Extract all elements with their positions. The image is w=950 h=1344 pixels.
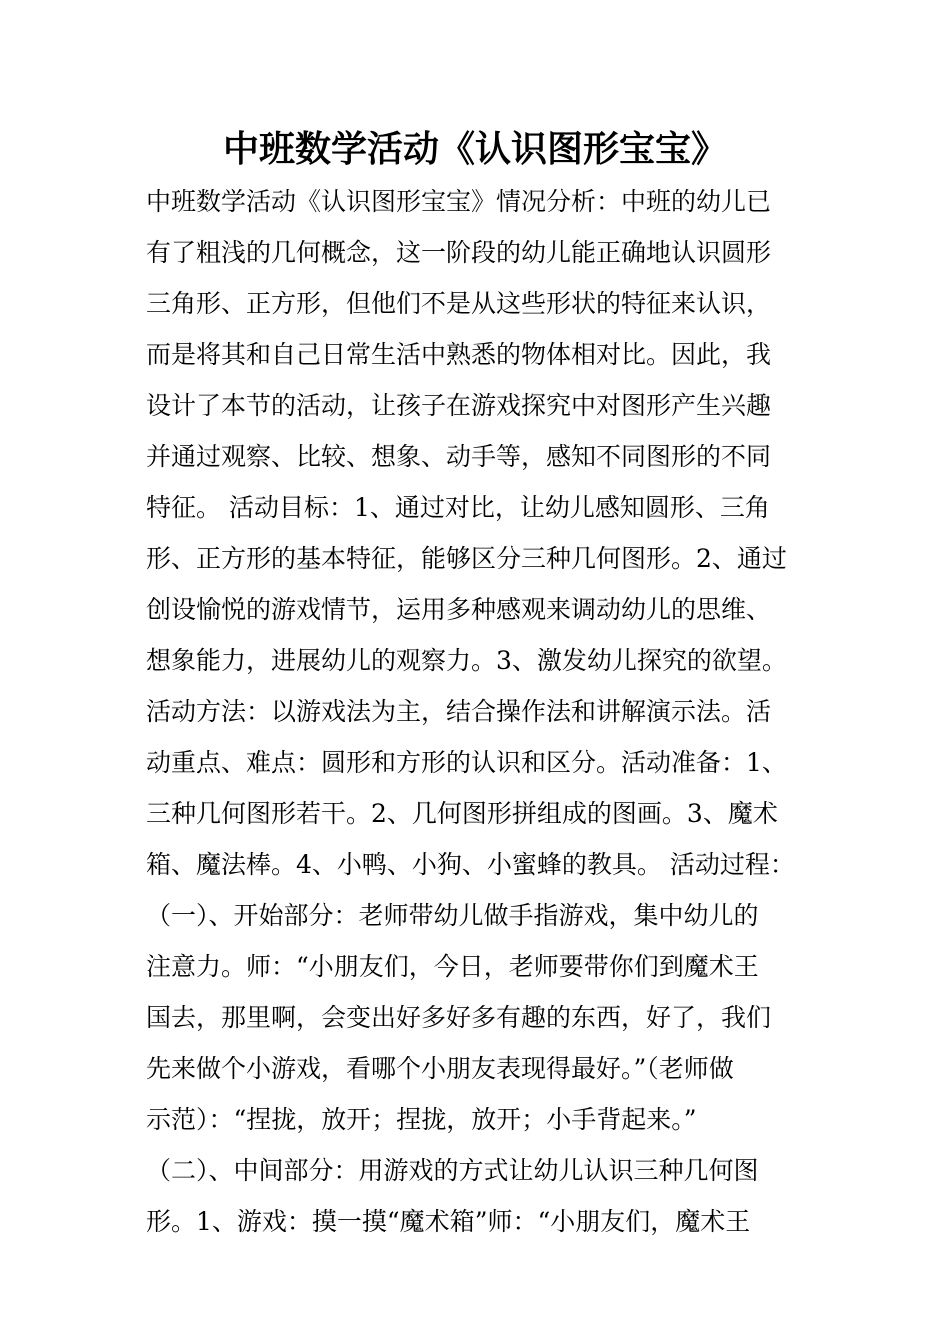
text-line: 形。1、游戏：摸一摸“魔术箱”师：“小朋友们，魔术王 [146, 1207, 751, 1236]
text-line: 特征。 活动目标：1、通过对比，让幼儿感知圆形、三角 [146, 493, 770, 522]
text-line: 示范）：“捏拢，放开；捏拢，放开；小手背起来。” [146, 1105, 697, 1134]
text-line: 创设愉悦的游戏情节，运用多种感观来调动幼儿的思维、 [146, 595, 772, 624]
text-line: （一）、开始部分：老师带幼儿做手指游戏，集中幼儿的 [146, 901, 759, 930]
document-body [146, 176, 836, 1247]
text-line: 三角形、正方形，但他们不是从这些形状的特征来认识， [146, 289, 772, 318]
document-title: 中班数学活动《认识图形宝宝》 [222, 129, 727, 170]
text-line: 动重点、难点：圆形和方形的认识和区分。活动准备：1、 [146, 748, 787, 777]
text-line: 设计了本节的活动，让孩子在游戏探究中对图形产生兴趣 [146, 391, 772, 420]
text-line: 有了粗浅的几何概念，这一阶段的幼儿能正确地认识圆形 [146, 238, 772, 267]
text-line: 国去，那里啊，会变出好多好多有趣的东西，好了，我们 [146, 1003, 772, 1032]
text-line: 活动方法：以游戏法为主，结合操作法和讲解演示法。活 [146, 697, 772, 726]
text-line: 想象能力，进展幼儿的观察力。3、激发幼儿探究的欲望。 [146, 646, 787, 675]
text-line: 箱、魔法棒。4、小鸭、小狗、小蜜蜂的教具。 活动过程： [146, 850, 795, 879]
text-line: 注意力。师：“小朋友们，今日，老师要带你们到魔术王 [146, 952, 759, 981]
text-line: 而是将其和自己日常生活中熟悉的物体相对比。因此，我 [146, 340, 772, 369]
text-line: 形、正方形的基本特征，能够区分三种几何图形。2、通过 [146, 544, 787, 573]
text-line: 并通过观察、比较、想象、动手等，感知不同图形的不同 [146, 442, 772, 471]
text-line: 中班数学活动《认识图形宝宝》情况分析：中班的幼儿已 [146, 187, 772, 216]
text-line: 三种几何图形若干。2、几何图形拼组成的图画。3、魔术 [146, 799, 778, 828]
text-line: （二）、中间部分：用游戏的方式让幼儿认识三种几何图 [146, 1156, 759, 1185]
text-line: 先来做个小游戏，看哪个小朋友表现得最好。”（老师做 [146, 1054, 734, 1083]
